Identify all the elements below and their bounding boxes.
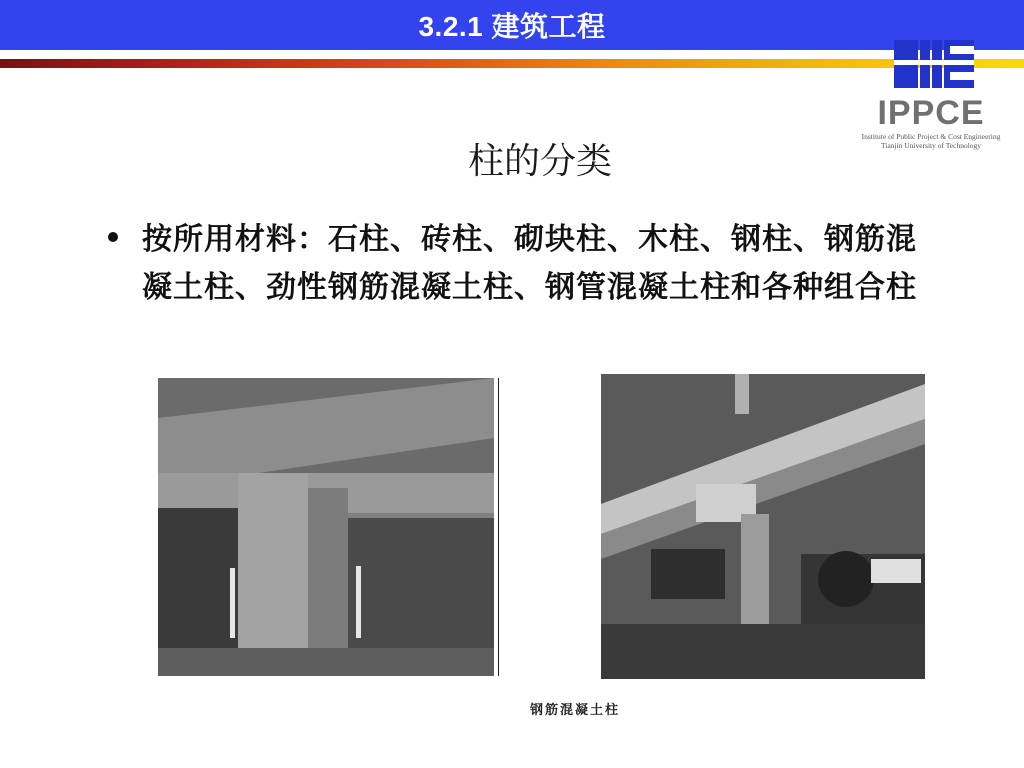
section-heading: 柱的分类 [468, 141, 613, 182]
column-photo-icon [158, 378, 494, 676]
concrete-frame-interior-photo [601, 374, 925, 679]
ippce-logo [842, 40, 1020, 152]
slide-title: 3.2.1 建筑工程 [418, 11, 606, 42]
logo-institute: Institute of Public Project & Cost Engineering [861, 132, 1001, 141]
image-caption: 钢筋混凝土柱 [530, 703, 621, 718]
logo-university: Tianjin University of Technology [880, 141, 982, 150]
photo-divider [498, 378, 499, 676]
logo-name: IPPCE [877, 94, 985, 132]
frame-photo-icon [601, 374, 925, 679]
logo-mark-icon [894, 40, 974, 88]
reinforced-concrete-column-photo [158, 378, 494, 676]
bullet-dot [108, 232, 118, 242]
bullet-text: 按所用材料：石柱、砖柱、砌块柱、木柱、钢柱、钢筋混凝土柱、劲性钢筋混凝土柱、钢管混凝土柱和各种组合柱 [142, 222, 917, 305]
